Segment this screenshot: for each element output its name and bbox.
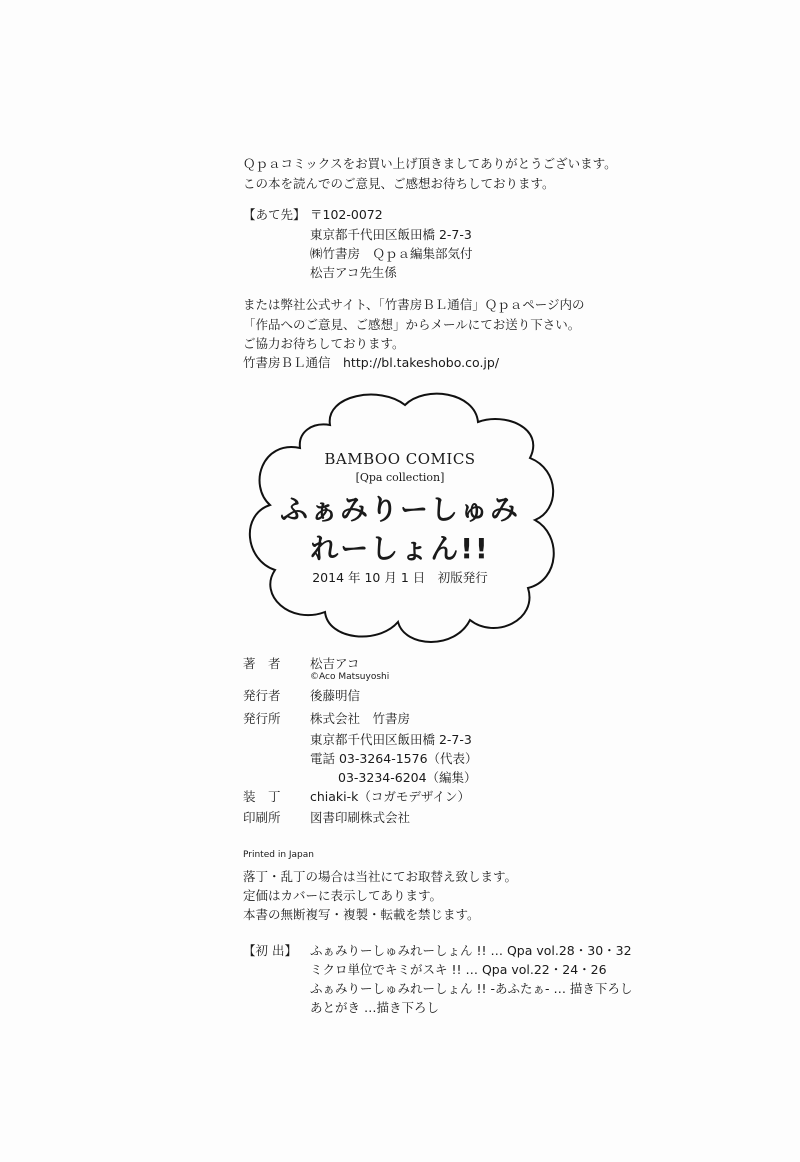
- first-pub-item: あとがき …描き下ろし: [310, 1000, 439, 1015]
- website-line-2: 「作品へのご意見、ご感想」からメールにてお送り下さい。: [243, 317, 581, 332]
- notes-line-3: 本書の無断複写・複製・転載を禁じます。: [243, 907, 480, 922]
- printer-name: 図書印刷株式会社: [310, 810, 411, 825]
- publisher-address: 東京都千代田区飯田橋 2-7-3: [310, 732, 472, 747]
- publisher-name: 株式会社 竹書房: [310, 711, 411, 726]
- address-recipient: 松吉アコ先生係: [310, 265, 397, 280]
- intro-line-1: Ｑｐａコミックスをお買い上げ頂きましてありがとうございます。: [243, 156, 617, 171]
- printer-label: 印刷所: [243, 810, 281, 825]
- series-label: BAMBOO COMICS: [324, 450, 476, 468]
- publisher-label: 発行所: [243, 711, 281, 726]
- website-line-4: 竹書房ＢＬ通信 http://bl.takeshobo.co.jp/: [243, 355, 500, 370]
- address-postal: 〒102-0072: [310, 207, 383, 222]
- collection-label: [Qpa collection]: [355, 471, 445, 484]
- first-pub-item: ふぁみりーしゅみれーしょん !! -あふたぁ- … 描き下ろし: [310, 981, 633, 996]
- book-title-line-1: ふぁみりーしゅみ: [279, 493, 520, 526]
- notes-line-1: 落丁・乱丁の場合は当社にてお取替え致します。: [243, 869, 518, 884]
- first-pub-item: ふぁみりーしゅみれーしょん !! … Qpa vol.28・30・32: [310, 943, 632, 958]
- printed-in: Printed in Japan: [243, 850, 314, 860]
- publication-date: 2014 年 10 月 1 日 初版発行: [312, 570, 488, 585]
- author-copyright: ©Aco Matsuyoshi: [310, 672, 390, 682]
- first-pub-item: ミクロ単位でキミがスキ !! … Qpa vol.22・24・26: [310, 962, 607, 977]
- intro-line-2: この本を読んでのご意見、ご感想お待ちしております。: [243, 176, 555, 191]
- design-credit: chiaki-k（コガモデザイン）: [310, 789, 471, 804]
- publisher-person-label: 発行者: [243, 688, 281, 703]
- first-pub-label: 【初 出】: [243, 943, 297, 958]
- address-label: 【あて先】: [243, 207, 306, 222]
- author-label: 著 者: [243, 656, 281, 671]
- author-name: 松吉アコ: [310, 656, 360, 671]
- address-street: 東京都千代田区飯田橋 2-7-3: [310, 227, 472, 242]
- design-label: 装 丁: [243, 789, 281, 804]
- book-title-line-2: れーしょん!!: [310, 532, 490, 565]
- address-dept: ㈱竹書房 Ｑｐａ編集部気付: [310, 246, 473, 261]
- publisher-phone-1: 電話 03-3264-1576（代表）: [310, 751, 478, 766]
- website-line-3: ご協力お待ちしております。: [243, 336, 405, 351]
- publisher-person: 後藤明信: [310, 688, 361, 703]
- publisher-phone-2: 03-3234-6204（編集）: [338, 770, 477, 785]
- website-line-1: または弊社公式サイト、「竹書房ＢＬ通信」Ｑｐａページ内の: [243, 297, 585, 312]
- notes-line-2: 定価はカバーに表示してあります。: [243, 888, 443, 903]
